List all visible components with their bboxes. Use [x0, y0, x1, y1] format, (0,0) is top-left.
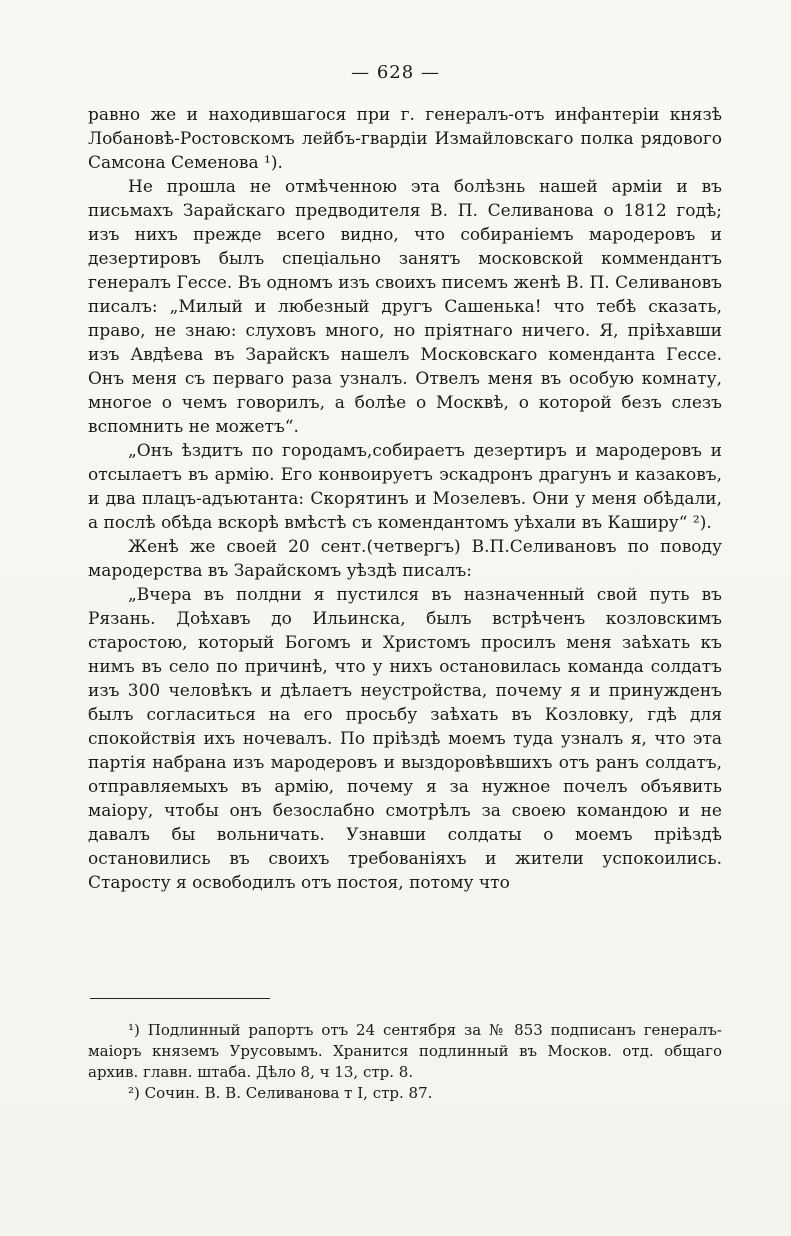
paragraph-4 — [88, 535, 722, 583]
footnotes — [88, 1020, 722, 1104]
paragraph-2-text: Не прошла не отмѣченною эта болѣзнь нашей арміи и въ письмахъ Зарайскаго предводителя В. П. Селиванова о 1812 годѣ; изъ нихъ прежде всего видно, что собираніемъ мародеровъ и дезертировъ былъ спеціально занятъ московской коммендантъ генералъ Гессе. Въ одномъ изъ своихъ писемъ женѣ В. П. Селивановъ писалъ: „Милый и любезный другъ Сашенька! что тебѣ сказать, право, не знаю: слуховъ много, но пріятнаго ничего. Я, пріѣхавши изъ Авдѣева въ Зарайскъ нашелъ Московскаго коменданта Гессе. Онъ меня съ перваго раза узналъ. Отвелъ меня въ особую комнату, многое о чемъ говорилъ, а болѣе о Москвѣ, о которой безъ слезъ вспомнить не можетъ“. — [88, 177, 722, 437]
paragraph-1 — [88, 103, 722, 175]
paragraph-1-text: равно же и находившагося при г. генералъ-отъ инфантеріи князѣ Лобановѣ-Ростовскомъ лейбъ-гвардіи Измайловскаго полка рядового Самсона Семенова — [88, 105, 722, 173]
paragraph-4-text: Женѣ же своей 20 сент.(четвергъ) В.П.Селивановъ по поводу мародерства въ Зарайскомъ уѣздѣ писалъ: — [88, 537, 722, 581]
footnote-2 — [88, 1083, 722, 1104]
footnote-divider — [90, 998, 270, 999]
footnote-2-text: Сочин. В. В. Селиванова т I, стр. 87. — [144, 1084, 433, 1102]
paragraph-3-note: ²). — [692, 513, 712, 533]
footnote-1-mark: ¹) — [128, 1021, 140, 1039]
paragraph-2 — [88, 175, 722, 439]
paragraph-3-text: „Онъ ѣздитъ по городамъ,собираетъ дезертиръ и мародеровъ и отсылаетъ въ армію. Его конвоируетъ эскадронъ драгунъ и казаковъ, и два плацъ-адъютанта: Скорятинъ и Мозелевъ. Они у меня обѣдали, а послѣ обѣда вскорѣ вмѣстѣ съ комендантомъ уѣхали въ Каширу“ — [88, 441, 722, 533]
footnote-1 — [88, 1020, 722, 1083]
main-text — [88, 103, 722, 895]
footnote-1-text: Подлинный рапортъ отъ 24 сентября за № 853 подписанъ генералъ-маіоръ княземъ Урусовымъ. Хранится подлинный въ Москов. отд. общаго архив. главн. штаба. Дѣло 8, ч 13, стр. 8. — [88, 1021, 722, 1081]
page-number: — 628 — — [351, 62, 440, 83]
paragraph-1-note: ¹). — [264, 153, 283, 173]
footnote-2-mark: ²) — [128, 1084, 140, 1102]
paragraph-5 — [88, 583, 722, 895]
paragraph-3 — [88, 439, 722, 535]
paragraph-5-text: „Вчера въ полдни я пустился въ назначенный свой путь въ Рязань. Доѣхавъ до Ильинска, былъ встрѣченъ козловскимъ старостою, который Богомъ и Христомъ просилъ меня заѣхать къ нимъ въ село по причинѣ, что у нихъ остановилась команда солдатъ изъ 300 человѣкъ и дѣлаетъ неустройства, почему я и принужденъ былъ согласиться на его просьбу заѣхать въ Козловку, гдѣ для спокойствія ихъ ночевалъ. По пріѣздѣ моемъ туда узналъ я, что эта партія набрана изъ мародеровъ и выздоровѣвшихъ отъ ранъ солдатъ, отправляемыхъ въ армію, почему я за нужное почелъ объявить маіору, чтобы онъ безослабно смотрѣлъ за своею командою и не давалъ бы вольничать. Узнавши солдаты о моемъ пріѣздѣ остановились въ своихъ требованіяхъ и жители успокоились. Старосту я освободилъ отъ постоя, потому что — [88, 585, 722, 893]
